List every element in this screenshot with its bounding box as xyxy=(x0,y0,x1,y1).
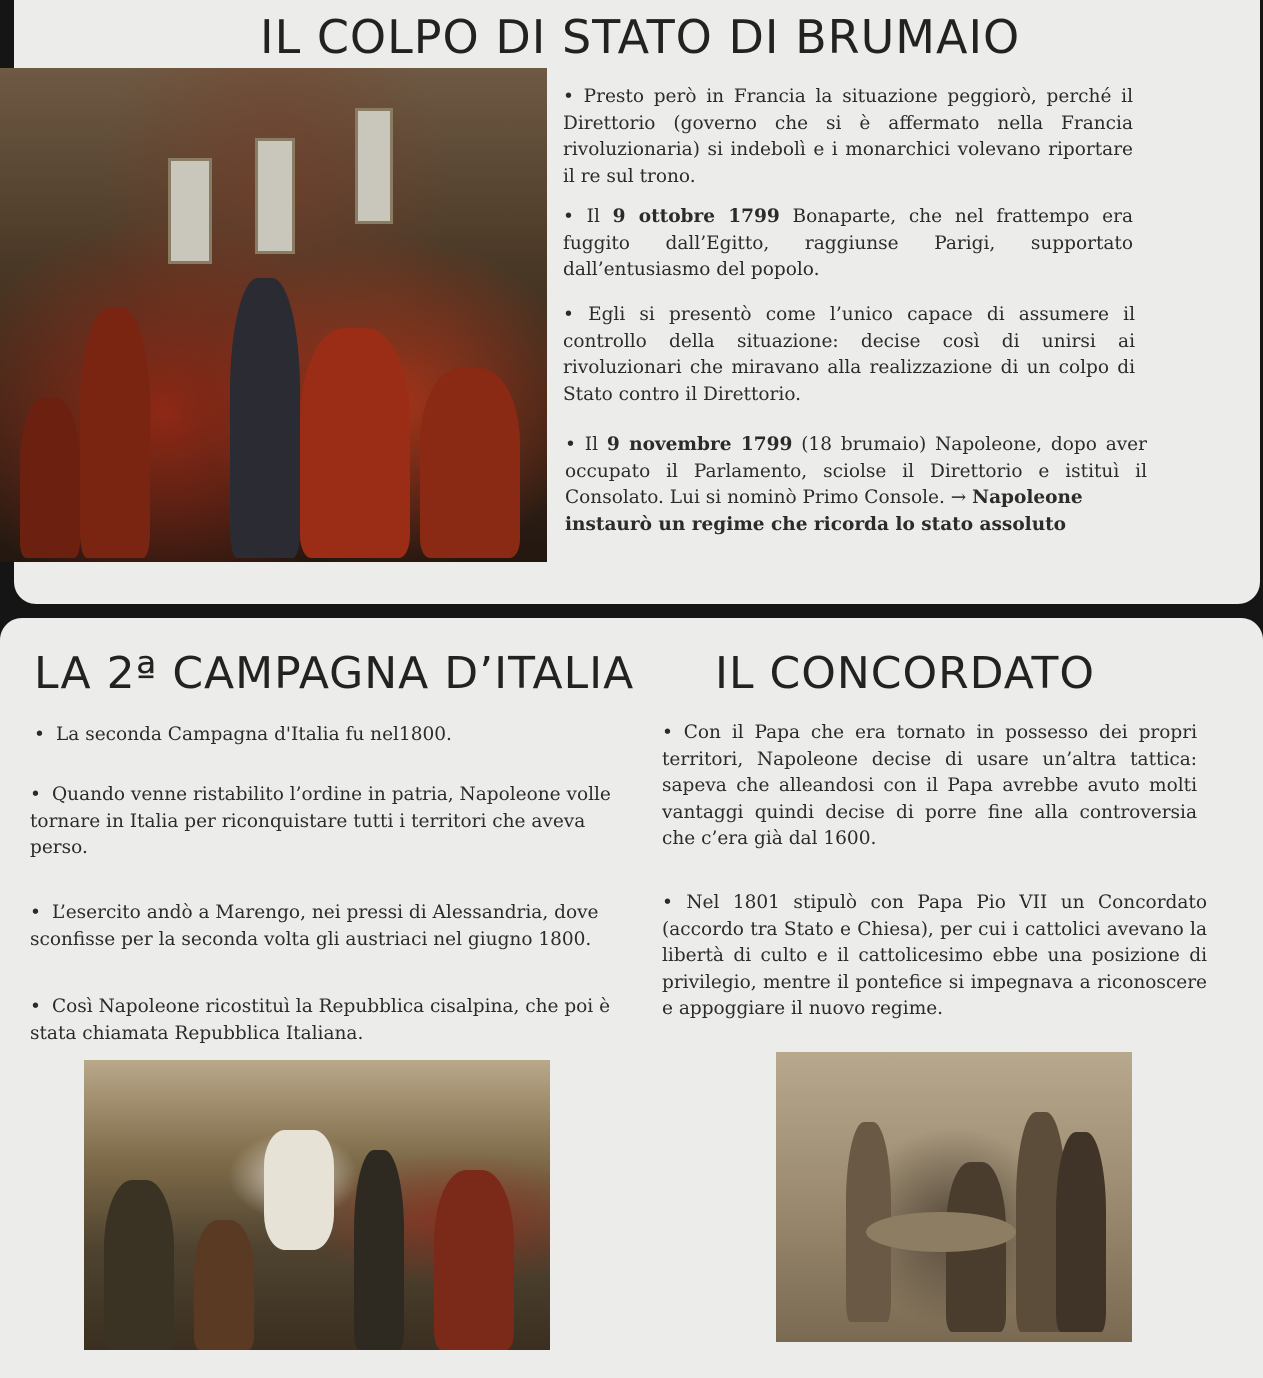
bullet-campagna-1800: • La seconda Campagna d'Italia fu nel1800. xyxy=(34,722,554,749)
bullet-novembre-1799: • Il 9 novembre 1799 (18 brumaio) Napoleone, dopo aver occupato il Parlamento, sciolse il Direttorio e istituì il Consolato. Lui si nominò Primo Console. → Napoleone xyxy=(565,434,1147,508)
painting-battle-marengo xyxy=(84,1060,550,1350)
bullet-ottobre-1799: • Il 9 ottobre 1799 Bonaparte, che nel frattempo era fuggito dall’Egitto, raggiunse Parigi, supportato dall’entusiasmo del popolo. xyxy=(563,206,1133,280)
bullet-repubblica-cisalpina: • Così Napoleone ricostituì la Repubblica cisalpina, che poi è stata chiamata Repubblica Italiana. xyxy=(30,996,611,1044)
bullet-dot: • xyxy=(30,784,41,805)
bullet-direttorio: • Presto però in Francia la situazione peggiorò, perché il Direttorio (governo che si è affermato nella Francia rivoluzionaria) si indebolì e i monarchici volevano riportare il re sul trono. xyxy=(563,86,1133,187)
slide1-title: IL COLPO DI STATO DI BRUMAIO xyxy=(260,10,1021,64)
bullet-dot: • xyxy=(30,902,41,923)
bullet-papa-tattica: • Con il Papa che era tornato in possesso dei propri territori, Napoleone decise di usare un’altra tattica: sapeva che alleandosi con il Papa avrebbe avuto molti vantaggi quindi decise di porre fine alla controversia che c’era già dal 1600. xyxy=(662,722,1197,849)
bullet-controllo: • Egli si presentò come l’unico capace di assumere il controllo della situazione: decise così di unirsi ai rivoluzionari che miravano alla realizzazione di un colpo di Stato contro il Direttorio. xyxy=(563,304,1135,405)
engraving-concordat-signing xyxy=(776,1052,1132,1342)
bullet-marengo: • L’esercito andò a Marengo, nei pressi di Alessandria, dove sconfisse per la seconda volta gli austriaci nel giugno 1800. xyxy=(30,902,599,950)
bullet-ritorno-italia: • Quando venne ristabilito l’ordine in patria, Napoleone volle tornare in Italia per riconquistare tutti i territori che aveva perso. xyxy=(30,784,611,858)
bullet-dot: • xyxy=(34,724,45,745)
slide2-right-title: IL CONCORDATO xyxy=(715,648,1095,699)
painting-coup-brumaire xyxy=(0,68,547,562)
bullet-concordato-1801: • Nel 1801 stipulò con Papa Pio VII un Concordato (accordo tra Stato e Chiesa), per cui i cattolici avevano la libertà di culto e il cattolicesimo ebbe una posizione di privilegio, mentre il pontefice si impegnava a riconoscere e appoggiare il nuovo regime. xyxy=(662,892,1207,1019)
bullet-dot: • xyxy=(30,996,41,1017)
slide2-left-title: LA 2ª CAMPAGNA D’ITALIA xyxy=(34,648,635,699)
bullet-novembre-conclusion: instaurò un regime che ricorda lo stato assoluto xyxy=(565,514,1067,535)
